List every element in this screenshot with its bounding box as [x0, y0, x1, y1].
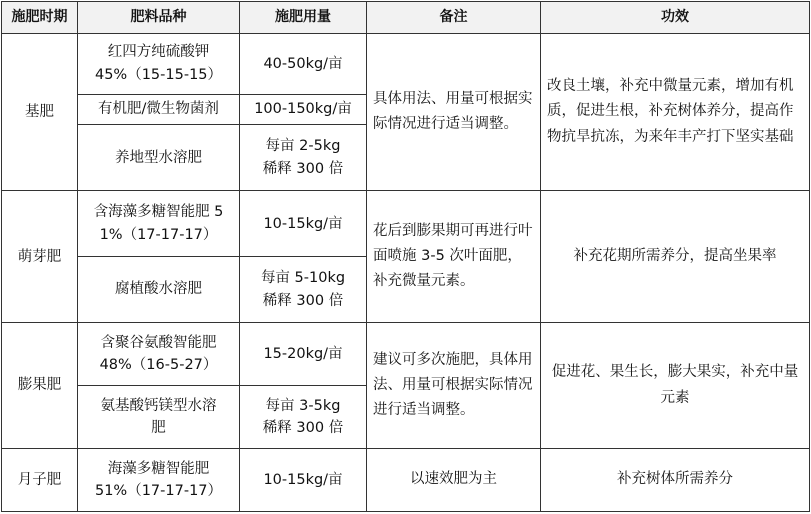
header-note: 备注: [367, 2, 541, 34]
amount-cell: 每亩 2-5kg 稀释 300 倍: [240, 125, 367, 191]
table-row: [2, 323, 810, 386]
effect-cell: 改良土壤，补充中微量元素，增加有机质，促进生根，补充树体养分，提高作物抗旱抗冻，为来年丰产打下坚实基础: [541, 34, 810, 191]
fertilizer-cell: 腐植酸水溶肥: [78, 257, 240, 323]
fertilization-table: [1, 1, 810, 512]
header-amount: 施肥用量: [240, 2, 367, 34]
header-row: [2, 2, 810, 34]
amount-cell: 10-15kg/亩: [240, 191, 367, 257]
effect-cell: 补充树体所需养分: [541, 449, 810, 512]
note-cell: 以速效肥为主: [367, 449, 541, 512]
table-row: [2, 34, 810, 95]
fertilizer-cell: 海藻多糖智能肥 51%（17-17-17）: [78, 449, 240, 512]
amount-cell: 每亩 5-10kg 稀释 300 倍: [240, 257, 367, 323]
table-row: [2, 449, 810, 512]
note-cell: 建议可多次施肥，具体用法、用量可根据实际情况进行适当调整。: [367, 323, 541, 449]
fertilizer-cell: 含聚谷氨酸智能肥 48%（16-5-27）: [78, 323, 240, 386]
fertilizer-cell: 氨基酸钙镁型水溶 肥: [78, 386, 240, 449]
fertilizer-cell: 养地型水溶肥: [78, 125, 240, 191]
note-cell: 花后到膨果期可再进行叶面喷施 3-5 次叶面肥，补充微量元素。: [367, 191, 541, 323]
stage-cell: 基肥: [2, 34, 78, 191]
stage-cell: 月子肥: [2, 449, 78, 512]
effect-cell: 补充花期所需养分，提高坐果率: [541, 191, 810, 323]
fertilizer-cell: 红四方纯硫酸钾 45%（15-15-15）: [78, 34, 240, 95]
fertilizer-cell: 有机肥/微生物菌剂: [78, 94, 240, 124]
stage-cell: 膨果肥: [2, 323, 78, 449]
header-fertilizer: 肥料品种: [78, 2, 240, 34]
amount-cell: 40-50kg/亩: [240, 34, 367, 95]
note-cell: 具体用法、用量可根据实际情况进行适当调整。: [367, 34, 541, 191]
amount-cell: 15-20kg/亩: [240, 323, 367, 386]
fertilizer-cell: 含海藻多糖智能肥 5 1%（17-17-17）: [78, 191, 240, 257]
amount-cell: 每亩 3-5kg 稀释 300 倍: [240, 386, 367, 449]
amount-cell: 100-150kg/亩: [240, 94, 367, 124]
stage-cell: 萌芽肥: [2, 191, 78, 323]
table-row: [2, 191, 810, 257]
header-effect: 功效: [541, 2, 810, 34]
header-stage: 施肥时期: [2, 2, 78, 34]
effect-cell: 促进花、果生长，膨大果实，补充中量元素: [541, 323, 810, 449]
amount-cell: 10-15kg/亩: [240, 449, 367, 512]
